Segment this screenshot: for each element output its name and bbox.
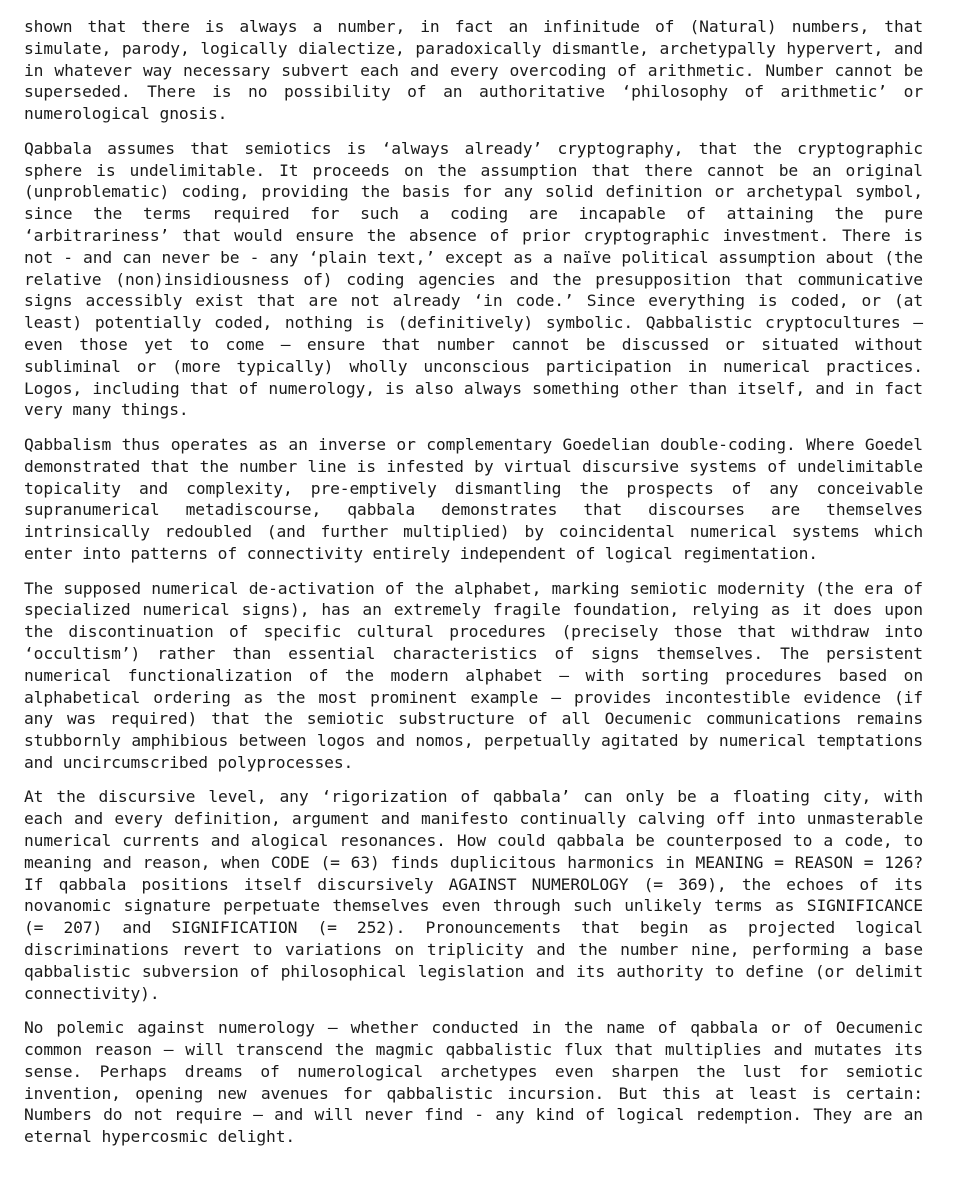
paragraph-4: The supposed numerical de-activation of the alphabet, marking semiotic modernity (the era of specialized numerical signs), has an extremely fragile foundation, relying as it does upon the discontinuation of specific cultural procedures (precisely those that withdraw into ‘occultism’) rather than essential characteristics of signs themselves. The persistent numerical functionalization of the modern alphabet — with sorting procedures based on alphabetical ordering as the most prominent example — provides incontestible evidence (if any was required) that the semiotic substructure of all Oecumenic communications remains stubbornly amphibious between logos and nomos, perpetually agitated by numerical temptations and uncircumscribed polyprocesses. (24, 578, 923, 772)
paragraph-5: At the discursive level, any ‘rigorization of qabbala’ can only be a floating city, with each and every definition, argument and manifesto continually calving off into unmasterable numerical currents and alogical resonances. How could qabbala be counterposed to a code, to meaning and reason, when CODE (= 63) finds duplicitous harmonics in MEANING = REASON = 126? If qabbala positions itself discursively AGAINST NUMEROLOGY (= 369), the echoes of its novanomic signature perpetuate themselves even through such unlikely terms as SIGNIFICANCE (= 207) and SIGNIFICATION (= 252). Pronouncements that begin as projected logical discriminations revert to variations on triplicity and the number nine, performing a base qabbalistic subversion of philosophical legislation and its authority to define (or delimit connectivity). (24, 787, 923, 1003)
paragraph-3: Qabbalism thus operates as an inverse or complementary Goedelian double-coding. Where Goedel demonstrated that the number line is infested by virtual discursive systems of undelimitable topicality and complexity, pre-emptively dismantling the prospects of any conceivable supranumerical metadiscourse, qabbala demonstrates that discourses are themselves intrinsically redoubled (and further multiplied) by coincidental numerical systems which enter into patterns of connectivity entirely independent of logical regimentation. (24, 434, 923, 563)
paragraph-2: Qabbala assumes that semiotics is ‘always already’ cryptography, that the cryptographic sphere is undelimitable. It proceeds on the assumption that there cannot be an original (unproblematic) coding, providing the basis for any solid definition or archetypal symbol, since the terms required for such a coding are incapable of attaining the pure ‘arbitrariness’ that would ensure the absence of prior cryptographic investment. There is not - and can never be - any ‘plain text,’ except as a naïve political assumption about (the relative (non)insidiousness of) coding agencies and the presupposition that communicative signs accessibly exist that are not already ‘in code.’ Since everything is coded, or (at least) potentially coded, nothing is (definitively) symbolic. Qabbalistic cryptocultures — even those yet to come — ensure that number cannot be discussed or situated without subliminal or (more typically) wholly unconscious participation in numerical practices. Logos, including that of numerology, is also always something other than itself, and in fact very many things. (24, 138, 923, 420)
paragraph-1: shown that there is always a number, in fact an infinitude of (Natural) numbers, that simulate, parody, logically dialectize, paradoxically dismantle, archetypally hypervert, and in whatever way necessary subvert each and every overcoding of arithmetic. Number cannot be superseded. There is no possibility of an authoritative ‘philosophy of arithmetic’ or numerological gnosis. (24, 17, 923, 124)
paragraph-6: No polemic against numerology — whether conducted in the name of qabbala or of Oecumenic common reason — will transcend the magmic qabbalistic flux that multiplies and mutates its sense. Perhaps dreams of numerological archetypes even sharpen the lust for semiotic invention, opening new avenues for qabbalistic incursion. But this at least is certain: Numbers do not require — and will never find - any kind of logical redemption. They are an eternal hypercosmic delight. (24, 1018, 923, 1147)
document-body (24, 16, 923, 1148)
